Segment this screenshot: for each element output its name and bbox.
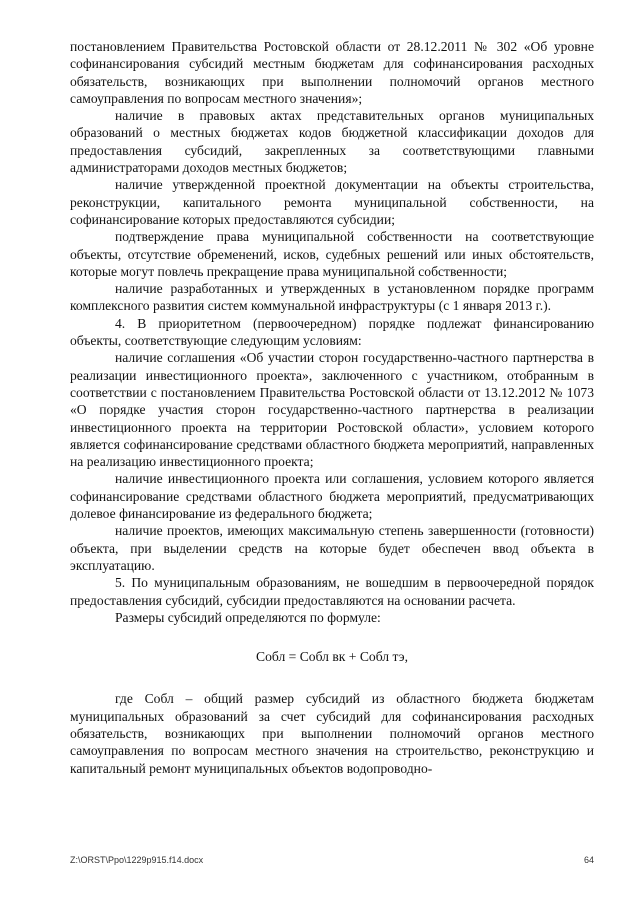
file-path: Z:\ORST\Ppo\1229p915.f14.docx — [70, 855, 204, 865]
paragraph: где Собл – общий размер субсидий из областного бюджета бюджетам муниципальных образований за счет субсидий для софинансирования расходных обязательств, возникающих при выполнении полномочий органов местного самоуправления по вопросам местного значения на строительство, реконструкцию и капитальный ремонт муниципальных объектов водопроводно- — [70, 691, 594, 776]
formula: Собл = Собл вк + Собл тэ, — [256, 649, 408, 665]
paragraph: наличие разработанных и утвержденных в установленном порядке программ комплексного развития систем коммунальной инфраструктуры (с 1 января 2013 г.). — [70, 281, 594, 314]
paragraph: наличие инвестиционного проекта или соглашения, условием которого является софинансирование средствами областного бюджета мероприятий, предусматривающих долевое финансирование из федерального бюджета; — [70, 471, 594, 522]
paragraph: Размеры субсидий определяются по формуле: — [115, 609, 381, 625]
paragraph: 5. По муниципальным образованиям, не вошедшим в первоочередной порядок предоставления субсидий, субсидии предоставляются на основании расчета. — [70, 575, 594, 608]
paragraph: наличие проектов, имеющих максимальную степень завершенности (готовности) объекта, при выделении средств на которые будет обеспечен ввод объекта в эксплуатацию. — [70, 523, 594, 573]
paragraph: наличие соглашения «Об участии сторон государственно-частного партнерства в реализации инвестиционного проекта», заключенного с участником, отобранным в соответствии с постановлением Правительства Ростовской области от 13.12.2012 № 1073 «О порядке участия сторон государственно-частного партнерства в реализации инвестиционного проекта на территории Ростовской области», условием которого является софинансирование средствами областного бюджета мероприятий, направленных на реализацию инвестиционного проекта; — [70, 350, 594, 470]
paragraph: постановлением Правительства Ростовской области от 28.12.2011 № 302 «Об уровне софинансирования субсидий местным бюджетам для софинансирования расходных обязательств, возникающих при выполнении полномочий органов местного самоуправления по вопросам местного значения»; — [70, 39, 594, 106]
page-number: 64 — [583, 855, 594, 865]
paragraph: наличие в правовых актах представительных органов муниципальных образований о местных бюджетах кодов бюджетной классификации доходов для предоставления субсидий, закрепленных за соответствующими главными администраторами доходов местных бюджетов; — [70, 108, 594, 176]
paragraph: подтверждение права муниципальной собственности на соответствующие объекты, отсутствие обременений, исков, судебных решений или иных обстоятельств, которые могут повлечь прекращение права муниципальной собственности; — [70, 229, 594, 279]
document-body — [70, 38, 594, 777]
paragraph: наличие утвержденной проектной документации на объекты строительства, реконструкции, капитального ремонта муниципальной собственности, на софинансирование которых предоставляются субсидии; — [70, 177, 594, 227]
paragraph: 4. В приоритетном (первоочередном) порядке подлежат финансированию объекты, соответствующие следующим условиям: — [70, 315, 594, 349]
